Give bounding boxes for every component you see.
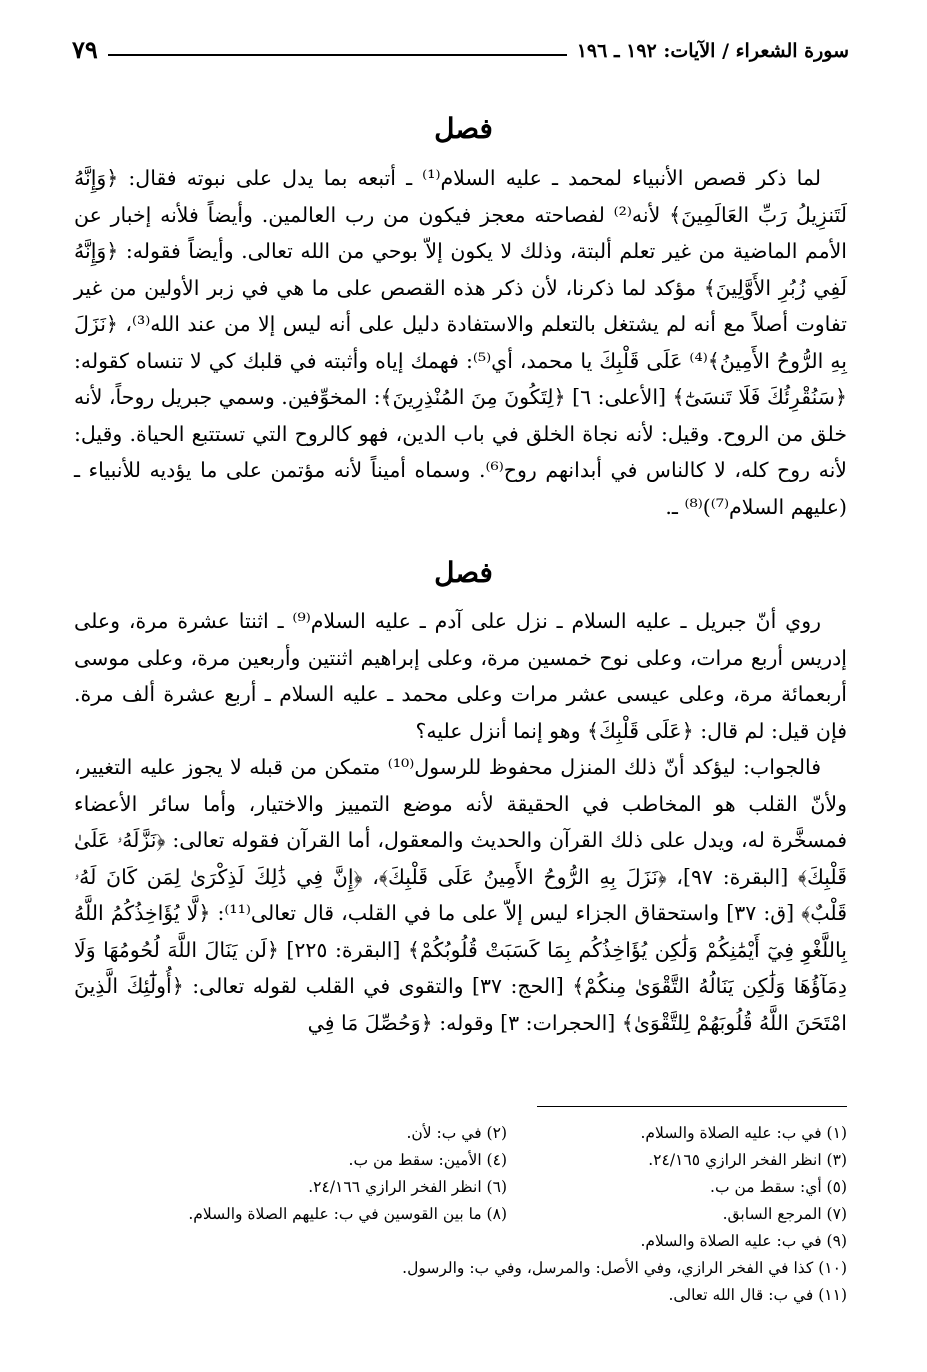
footnote: (١) في ب: عليه الصلاة والسلام. (640, 1124, 847, 1142)
paragraph: روي أنّ جبريل ـ عليه السلام ـ نزل على آدم ـ عليه السلام⁽⁹⁾ ـ اثنتا عشرة مرة، وعلى إدريس أربع مرات، وعلى نوح خمسين مرة، وعلى إبراهيم اثنتين وأربعين مرة، وعلى موسى أربعمائة مرة، وعلى عيسى عشر مرات وعلى محمد ـ عليه السلام ـ أربع عشرة ألف مرة. فإن قيل: لم قال: ﴿عَلَى قَلْبِكَ﴾ وهو إنما أنزل عليه؟ (74, 609, 847, 743)
footnote: (١٠) كذا في الفخر الرازي، وفي الأصل: والمرسل، وفي ب: والرسول. (402, 1259, 847, 1277)
footnote: (١١) في ب: قال الله تعالى. (668, 1286, 847, 1304)
section-1-body (74, 160, 847, 525)
footnote: (٢) في ب: لأن. (406, 1124, 507, 1142)
running-header (72, 30, 849, 66)
footnote-row (80, 1174, 847, 1201)
footnotes (80, 1120, 847, 1309)
paragraph: فالجواب: ليؤكد أنّ ذلك المنزل محفوظ للرسول⁽¹⁰⁾ متمكن من قبله لا يجوز عليه التغيير، ولأنّ القلب هو المخاطب في الحقيقة لأنه موضع التمييز والاختيار، وأما سائر الأعضاء فمسخَّرة له، ويدل على ذلك القرآن والحديث والمعقول، أما القرآن فقوله تعالى: ﴿نَزَّلَهُۥ عَلَىٰ قَلْبِكَ﴾ [البقرة: ٩٧]، ﴿نَزَلَ بِهِ الرُّوحُ الأَمِينُ عَلَى قَلْبِكَ﴾، ﴿إِنَّ فِي ذَٰلِكَ لَذِكْرَىٰ لِمَن كَانَ لَهُۥ قَلْبٌ﴾ [ق: ٣٧] واستحقاق الجزاء ليس إلاّ على ما في القلب، قال تعالى⁽¹¹⁾: ﴿لَّا يُؤَاخِذُكُمُ اللَّهُ بِاللَّغْوِ فِيٓ أَيْمَٰنِكُمْ وَلَٰكِن يُؤَاخِذُكُم بِمَا كَسَبَتْ قُلُوبُكُمْ﴾ [البقرة: ٢٢٥] ﴿لَن يَنَالَ اللَّهَ لُحُومُهَا وَلَا دِمَآؤُهَا وَلَٰكِن يَنَالُهُ التَّقْوَىٰ مِنكُمْ﴾ [الحج: ٣٧] والتقوى في القلب لقوله تعالى: ﴿أُولَٰٓئِكَ الَّذِينَ امْتَحَنَ اللَّهُ قُلُوبَهُمْ لِلتَّقْوَىٰ﴾ [الحجرات: ٣] وقوله: ﴿وَحُصِّلَ مَا فِي (74, 755, 848, 1035)
footnote-separator (537, 1106, 847, 1107)
section-heading-1: فصل (434, 112, 493, 145)
footnote: (٨) ما بين القوسين في ب: عليهم الصلاة والسلام. (188, 1205, 507, 1223)
footnote: (٧) المرجع السابق. (722, 1205, 847, 1223)
footnote: (٤) الأمين: سقط من ب. (348, 1151, 507, 1169)
section-2-body (74, 603, 847, 1041)
footnote-row (80, 1201, 847, 1228)
footnote: (٩) في ب: عليه الصلاة والسلام. (640, 1232, 847, 1250)
footnote: (٥) أي: سقط من ب. (710, 1178, 847, 1196)
footnote: (٣) انظر الفخر الرازي ٢٤/١٦٥. (648, 1151, 847, 1169)
running-title: سورة الشعراء / الآيات: ١٩٢ ـ ١٩٦ (576, 40, 849, 62)
page-number: ٧٩ (72, 35, 98, 64)
footnote: (٦) انظر الفخر الرازي ٢٤/١٦٦. (308, 1178, 507, 1196)
footnote-row (80, 1147, 847, 1174)
header-rule (108, 54, 567, 56)
paragraph: لما ذكر قصص الأنبياء لمحمد ـ عليه السلام⁽¹⁾ ـ أتبعه بما يدل على نبوته فقال: ﴿وَإِنَّهُ لَتَنزِيلُ رَبِّ العَالَمِينَ﴾ لأنه⁽²⁾ لفصاحته معجز فيكون من رب العالمين. وأيضاً فلأنه إخبار عن الأمم الماضية من غير تعلم ألبتة، وذلك لا يكون إلاّ بوحي من الله تعالى. وأيضاً فقوله: ﴿وَإِنَّهُ لَفِي زُبُرِ الأَوَّلِينَ﴾ مؤكد لما ذكرنا، لأن ذكر هذه القصص على ما هي في زبر الأولين من غير تفاوت أصلاً مع أنه لم يشتغل بالتعلم والاستفادة دليل على أنه ليس إلا من عند الله⁽³⁾، ﴿نَزَلَ بِهِ الرُّوحُ الأَمِينُ﴾⁽⁴⁾ عَلَى قَلْبِكَ يا محمد، أي⁽⁵⁾: فهمك إياه وأثبته في قلبك كي لا تنساه كقوله: ﴿سَنُقْرِئُكَ فَلَا تَنسَىٰٓ﴾ [الأعلى: ٦] ﴿لِتَكُونَ مِنَ المُنْذِرِينَ﴾: المخوِّفين. وسمي جبريل روحاً، لأنه خلق من الروح. وقيل: لأنه نجاة الخلق في باب الدين، فهو كالروح التي تستتبع الحياة. وقيل: لأنه روح كله، لا كالناس في أبدانهم روح⁽⁶⁾. وسماه أميناً لأنه مؤتمن على ما يؤديه للأنبياء ـ (عليهم السلام⁽⁷⁾)⁽⁸⁾ ـ. (74, 166, 848, 519)
footnote-row (80, 1120, 847, 1147)
section-heading-2: فصل (434, 556, 493, 589)
